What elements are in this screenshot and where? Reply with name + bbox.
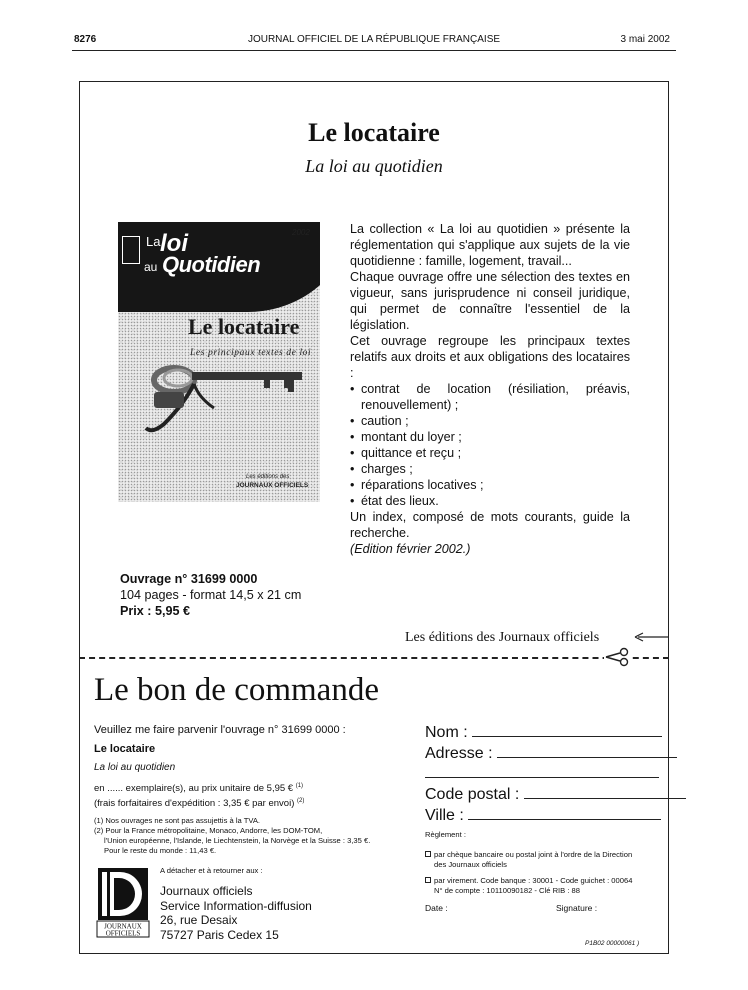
edition-note: (Edition février 2002.) bbox=[350, 542, 471, 556]
order-request bbox=[94, 724, 424, 856]
footnote-mark: (2) bbox=[297, 798, 305, 805]
name-label: Nom : bbox=[425, 724, 468, 741]
cover-logo-icon bbox=[122, 236, 140, 264]
logo-text: OFFICIELS bbox=[105, 929, 141, 938]
detach-label: A détacher et à retourner aux : bbox=[160, 866, 263, 875]
quantity-text: en ...... exemplaire(s), au prix unitaire de 5,95 € bbox=[94, 783, 294, 795]
virement-text-1: par virement. Code banque : 30001 - Code guichet : 00064 bbox=[434, 876, 633, 885]
address-line: 75727 Paris Cedex 15 bbox=[160, 927, 279, 942]
description-paragraph: Un index, composé de mots courants, guide la recherche. bbox=[350, 510, 630, 540]
order-book-title: Le locataire bbox=[94, 743, 156, 755]
key-icon bbox=[134, 362, 314, 442]
date-label[interactable]: Date : bbox=[425, 903, 448, 913]
cheque-checkbox[interactable] bbox=[425, 851, 431, 857]
footnote-2b: l'Union européenne, l'Islande, le Liechtenstein, la Norvège et la Suisse : 3,35 €. bbox=[104, 836, 371, 846]
topics-list bbox=[350, 381, 630, 509]
cover-publisher-small: Les éditions des bbox=[246, 474, 290, 480]
address-input-line-2[interactable] bbox=[425, 768, 659, 778]
quantity-line bbox=[94, 780, 424, 795]
footnote-1: (1) Nos ouvrages ne sont pas assujettis à la TVA. bbox=[94, 816, 261, 826]
cover-title: Le locataire bbox=[188, 314, 300, 339]
postal-code-field[interactable] bbox=[425, 786, 686, 804]
cover-publisher: JOURNAUX OFFICIELS bbox=[236, 482, 309, 489]
order-form-title: Le bon de commande bbox=[94, 672, 379, 708]
postal-code-input-line[interactable] bbox=[524, 789, 686, 799]
cut-line bbox=[79, 657, 669, 659]
arrow-left-icon bbox=[634, 631, 670, 643]
shipping-line bbox=[94, 795, 424, 810]
virement-text-2: N° de compte : 10110090182 - Clé RIB : 88 bbox=[434, 886, 580, 895]
payment-cheque-option[interactable] bbox=[425, 850, 632, 870]
cover-series-loi: loi bbox=[160, 230, 188, 257]
list-item: • réparations locatives ; bbox=[350, 477, 630, 493]
order-book-subtitle: La loi au quotidien bbox=[94, 762, 176, 773]
journal-title: JOURNAL OFFICIEL DE LA RÉPUBLIQUE FRANÇAISE bbox=[247, 34, 501, 45]
cover-subtitle: Les principaux textes de loi bbox=[190, 348, 312, 358]
cover-series-au: au bbox=[144, 260, 158, 274]
footnotes bbox=[94, 816, 424, 856]
signature-label[interactable]: Signature : bbox=[556, 903, 598, 913]
address-label: Adresse : bbox=[425, 745, 493, 762]
book-description bbox=[350, 221, 630, 557]
editions-label: Les éditions des Journaux officiels bbox=[405, 630, 600, 645]
price: Prix : 5,95 € bbox=[120, 604, 191, 618]
cheque-text-1: par chèque bancaire ou postal joint à l'ordre de la Direction bbox=[434, 850, 633, 859]
list-item: • montant du loyer ; bbox=[350, 429, 630, 445]
payment-virement-option[interactable] bbox=[425, 876, 632, 896]
book-title: Le locataire bbox=[308, 118, 440, 147]
journaux-officiels-logo-icon bbox=[96, 866, 150, 938]
city-field[interactable] bbox=[425, 807, 661, 825]
payment-label: Règlement : bbox=[425, 830, 466, 839]
footnote-mark: (1) bbox=[295, 783, 304, 789]
scissors-icon bbox=[604, 647, 632, 667]
address-line: Journaux officiels bbox=[160, 884, 253, 898]
postal-code-label: Code postal : bbox=[425, 786, 520, 803]
address-field-2[interactable] bbox=[425, 765, 659, 783]
description-paragraph: Chaque ouvrage offre une sélection des textes en vigueur, sans jurisprudence ni conseil juridique, qui permet de connaître l'essentiel de la législation. bbox=[350, 270, 630, 332]
name-field[interactable] bbox=[425, 724, 662, 742]
shipping-text: (frais forfaitaires d'expédition : 3,35 € par envoi) bbox=[94, 798, 295, 810]
list-item: • état des lieux. bbox=[350, 493, 630, 509]
ouvrage-number: Ouvrage n° 31699 0000 bbox=[120, 572, 258, 586]
book-subtitle: La loi au quotidien bbox=[305, 156, 443, 176]
logo-text: JOURNAUX bbox=[104, 922, 142, 931]
return-address bbox=[160, 884, 312, 942]
virement-checkbox[interactable] bbox=[425, 877, 431, 883]
cover-series-la: La bbox=[146, 234, 161, 249]
description-paragraph: La collection « La loi au quotidien » présente la réglementation qui s'applique aux sujets de la vie quotidienne : famille, logement, travail... bbox=[350, 222, 630, 268]
footnote-2c: Pour le reste du monde : 11,43 €. bbox=[104, 846, 217, 856]
list-item: • quittance et reçu ; bbox=[350, 445, 630, 461]
page-number: 8276 bbox=[74, 34, 97, 45]
address-input-line[interactable] bbox=[497, 748, 677, 758]
address-line: Service Information-diffusion bbox=[160, 898, 312, 913]
pages-format: 104 pages - format 14,5 x 21 cm bbox=[120, 588, 302, 602]
list-item: • contrat de location (résiliation, préavis, renouvellement) ; bbox=[350, 381, 630, 413]
issue-date: 3 mai 2002 bbox=[620, 34, 670, 45]
list-item: • caution ; bbox=[350, 413, 630, 429]
city-input-line[interactable] bbox=[468, 810, 661, 820]
city-label: Ville : bbox=[425, 807, 464, 824]
address-field[interactable] bbox=[425, 745, 677, 763]
name-input-line[interactable] bbox=[472, 727, 662, 737]
footnote-2a: (2) Pour la France métropolitaine, Monaco, Andorre, les DOM-TOM, bbox=[94, 826, 323, 836]
book-details bbox=[120, 571, 301, 619]
cheque-text-2: des Journaux officiels bbox=[434, 860, 507, 869]
description-paragraph: Cet ouvrage regroupe les principaux textes relatifs aux droits et aux obligations des locataires : bbox=[350, 334, 630, 380]
cover-series-quotidien: Quotidien bbox=[162, 252, 261, 277]
reference-code: P1B02 00000061 ) bbox=[585, 940, 640, 947]
header-rule bbox=[72, 50, 676, 51]
book-cover bbox=[118, 222, 320, 502]
cover-year: 2002 bbox=[292, 228, 310, 237]
address-line: 26, rue Desaix bbox=[160, 913, 238, 927]
list-item: • charges ; bbox=[350, 461, 630, 477]
order-request-line: Veuillez me faire parvenir l'ouvrage n° 31699 0000 : bbox=[94, 724, 346, 736]
